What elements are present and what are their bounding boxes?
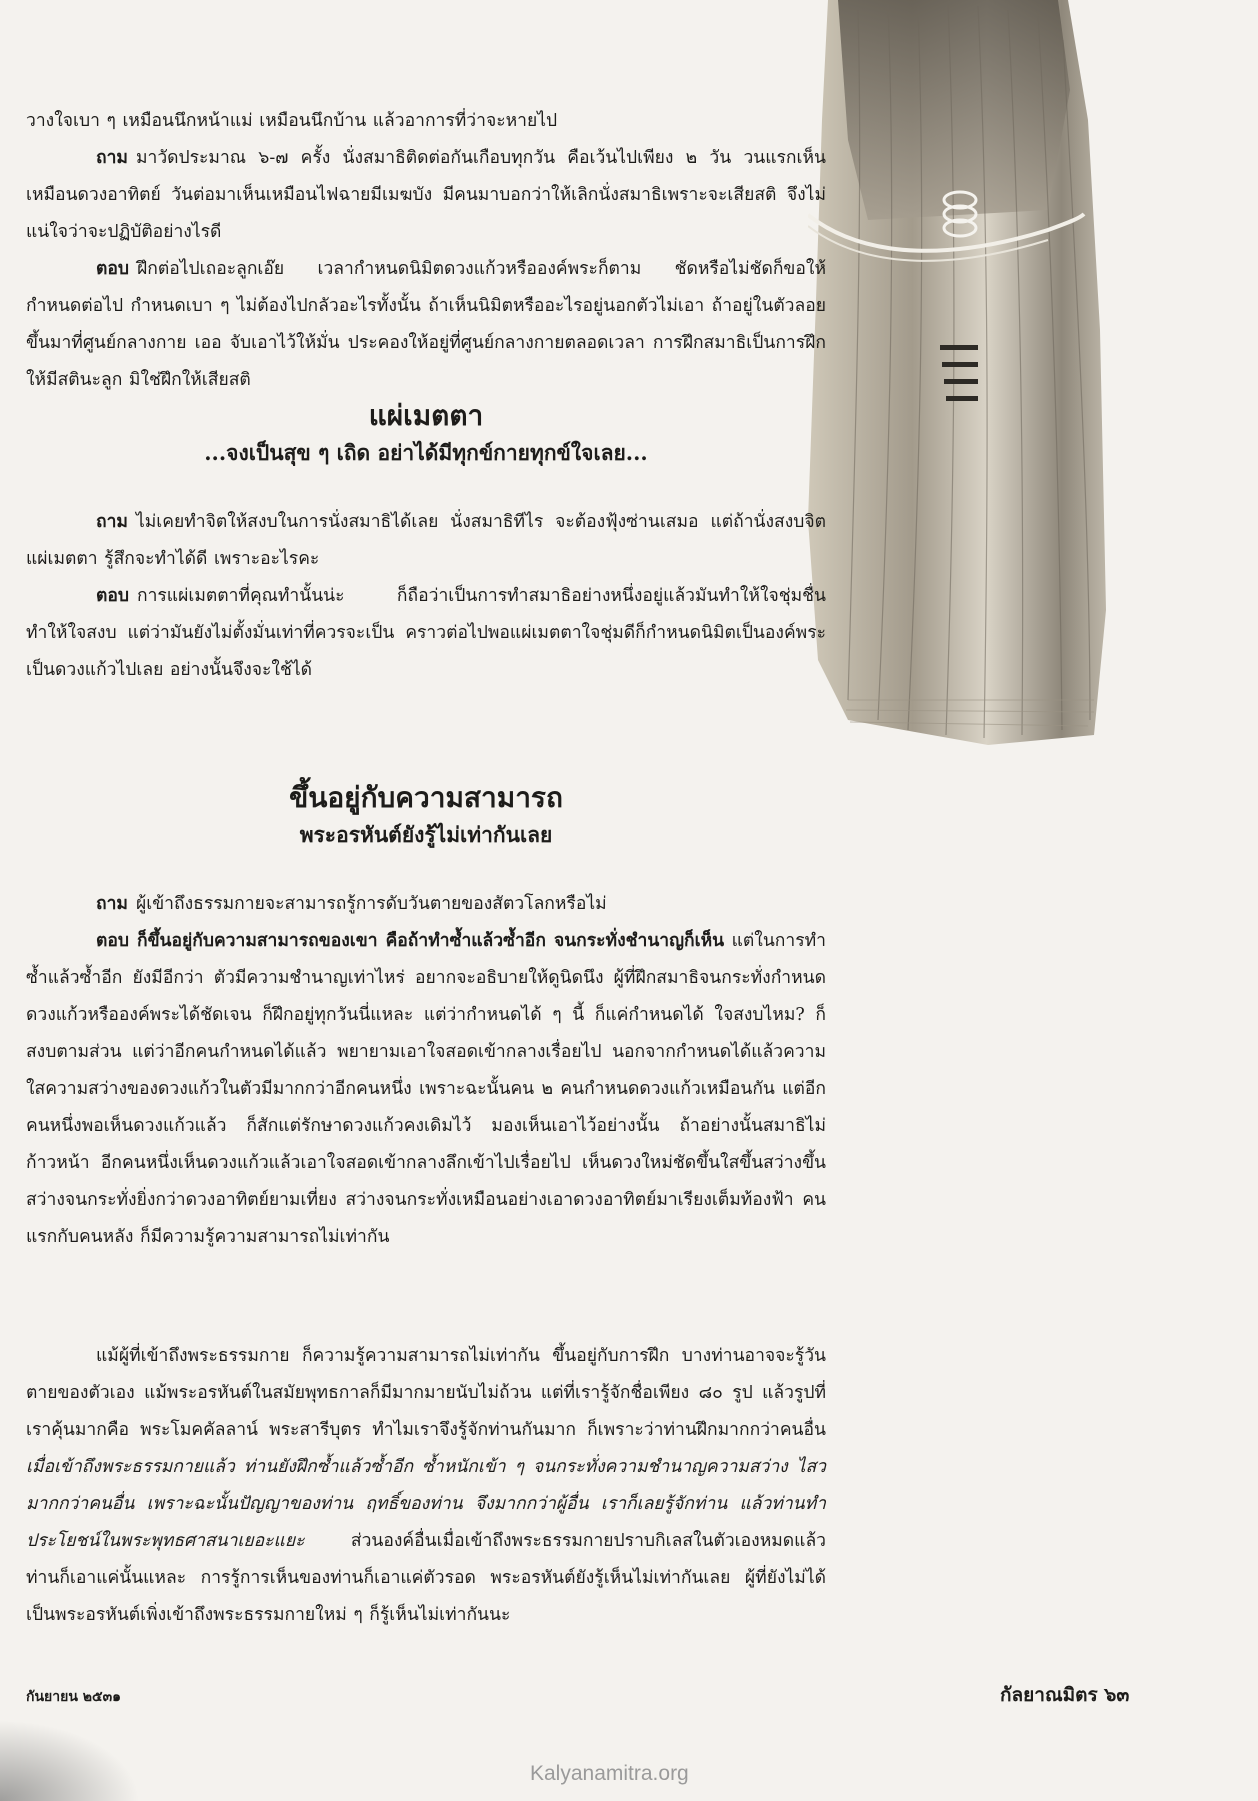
question-text: ไม่เคยทำจิตให้สงบในการนั่งสมาธิได้เลย นั่งสมาธิทีไร จะต้องฟุ้งซ่านเสมอ แต่ถ้านั่งสงบจิตแผ่เมตตา รู้สึกจะทำได้ดี เพราะอะไรคะ <box>26 512 826 569</box>
closing-text-1: แม้ผู้ที่เข้าถึงพระธรรมกาย ก็ความรู้ความสามารถไม่เท่ากัน ขึ้นอยู่กับการฝึก บางท่านอาจจะรู้วันตายของตัวเอง แม้พระอรหันต์ในสมัยพุทธกาลก็มีมากมายนับไม่ถ้วน แต่ที่เรารู้จักชื่อเพียง ๘๐ รูป แล้วรูปที่เราคุ้นมากคือ พระโมคคัลลาน์ พระสารีบุตร ทำไมเราจึงรู้จักท่านกันมาก ก็เพราะว่าท่านฝึกมากกว่าคนอื่น <box>26 1346 826 1440</box>
question-label: ถาม <box>96 894 128 914</box>
intro-paragraph: วางใจเบา ๆ เหมือนนึกหน้าแม่ เหมือนนึกบ้าน แล้วอาการที่ว่าจะหายไป <box>26 111 558 131</box>
footer-date: กันยายน ๒๕๓๑ <box>26 1689 122 1705</box>
closing-paragraph <box>26 1338 826 1634</box>
closing-text-2: ส่วนองค์อื่นเมื่อเข้าถึงพระธรรมกายปราบกิเลสในตัวเองหมดแล้ว ท่านก็เอาแค่นั้นแหละ การรู้การเห็นของท่านก็เอาแค่ตัวรอด พระอรหันต์ยังรู้เห็นไม่เท่ากันเลย ผู้ที่ยังไม่ได้เป็นพระอรหันต์เพิ่งเข้าถึงพระธรรมกายใหม่ ๆ ก็รู้เห็นไม่เท่ากันนะ <box>26 1531 826 1625</box>
section-heading-ability <box>26 778 826 852</box>
intro-block <box>26 103 826 140</box>
section-subtitle: ...จงเป็นสุข ๆ เถิด อย่าได้มีทุกข์กายทุกข์ใจเลย... <box>204 440 648 465</box>
answer-paragraph <box>26 251 826 399</box>
answer-label: ตอบ <box>96 586 129 606</box>
section-title: ขึ้นอยู่กับความสามารถ <box>289 781 563 814</box>
question-text: มาวัดประมาณ ๖-๗ ครั้ง นั่งสมาธิติดต่อกันเกือบทุกวัน คือเว้นไปเพียง ๒ วัน วนแรกเห็นเหมือนดวงอาทิตย์ วันต่อมาเห็นเหมือนไฟฉายมีเมฆบัง มีคนมาบอกว่าให้เลิกนั่งสมาธิเพราะจะเสียสติ จึงไม่แน่ใจว่าจะปฏิบัติอย่างไรดี <box>26 148 826 242</box>
section-title: แผ่เมตตา <box>368 399 484 432</box>
section-heading-metta <box>26 396 826 470</box>
question-paragraph <box>26 504 826 578</box>
palm-leaf-manuscript-photo <box>808 0 1108 760</box>
qa-block-3 <box>26 886 826 1256</box>
answer-text: การแผ่เมตตาที่คุณทำนั้นน่ะ ก็ถือว่าเป็นการทำสมาธิอย่างหนึ่งอยู่แล้วมันทำให้ใจชุ่มชื่น ทำให้ใจสงบ แต่ว่ามันยังไม่ตั้งมั่นเท่าที่ควรจะเป็น คราวต่อไปพอแผ่เมตตาใจชุ่มดีก็กำหนดนิมิตเป็นองค์พระเป็นดวงแก้วไปเลย อย่างนั้นจึงจะใช้ได้ <box>26 586 826 680</box>
section-subtitle: พระอรหันต์ยังรู้ไม่เท่ากันเลย <box>299 822 553 847</box>
answer-label: ตอบ <box>96 259 129 279</box>
answer-label: ตอบ <box>96 931 129 951</box>
question-label: ถาม <box>96 148 128 168</box>
question-text: ผู้เข้าถึงธรรมกายจะสามารถรู้การดับวันตายของสัตวโลกหรือไม่ <box>135 894 607 914</box>
answer-paragraph <box>26 923 826 1256</box>
question-paragraph <box>26 886 826 923</box>
scan-corner-shadow <box>0 1720 140 1801</box>
question-paragraph <box>26 140 826 251</box>
answer-text: ฝึกต่อไปเถอะลูกเอ๊ย เวลากำหนดนิมิตดวงแก้วหรือองค์พระก็ตาม ชัดหรือไม่ชัดก็ขอให้กำหนดต่อไป กำหนดเบา ๆ ไม่ต้องไปกลัวอะไรทั้งนั้น ถ้าเห็นนิมิตหรืออะไรอยู่นอกตัวไม่เอา ถ้าอยู่ในตัวลอยขึ้นมาที่ศูนย์กลางกาย เออ จับเอาไว้ให้มั่น ประคองให้อยู่ที่ศูนย์กลางกายตลอดเวลา การฝึกสมาธิเป็นการฝึกให้มีสตินะลูก มิใช่ฝึกให้เสียสติ <box>26 259 826 390</box>
footer-page-number: กัลยาณมิตร ๖๓ <box>1000 1684 1130 1706</box>
manuscript-illustration <box>808 0 1108 760</box>
watermark-link[interactable]: Kalyanamitra.org <box>530 1762 689 1785</box>
answer-paragraph <box>26 578 826 689</box>
closing-block <box>26 1338 826 1634</box>
closing-text-italic: เมื่อเข้าถึงพระธรรมกายแล้ว ท่านยังฝึกซ้ำแล้วซ้ำอีก ซ้ำหนักเข้า ๆ จนกระทั่งความชำนาญความสว่าง ไสวมากกว่าคนอื่น เพราะฉะนั้นปัญญาของท่าน ฤทธิ์ของท่าน จึงมากกว่าผู้อื่น เราก็เลยรู้จักท่าน แล้วท่านทำประโยชน์ในพระพุทธศาสนาเยอะแยะ <box>26 1457 826 1551</box>
answer-text-bold: ก็ขึ้นอยู่กับความสามารถของเขา คือถ้าทำซ้ำแล้วซ้ำอีก จนกระทั่งชำนาญก็เห็น <box>136 931 725 951</box>
qa-block-1 <box>26 140 826 399</box>
qa-block-2 <box>26 504 826 689</box>
question-label: ถาม <box>96 512 128 532</box>
answer-text: แต่ในการทำซ้ำแล้วซ้ำอีก ยังมีอีกว่า ตัวมีความชำนาญเท่าไหร่ อยากจะอธิบายให้ดูนิดนึง ผู้ที่ฝึกสมาธิจนกระทั่งกำหนดดวงแก้วหรือองค์พระได้ชัดเจน ก็ฝึกอยู่ทุกวันนี่แหละ แต่ว่ากำหนดได้ ๆ นี้ ก็แค่กำหนดได้ ใจสงบไหม? ก็สงบตามส่วน แต่ว่าอีกคนกำหนดได้แล้ว พยายามเอาใจสอดเข้ากลางเรื่อยไป นอกจากกำหนดได้แล้วความใสความสว่างของดวงแก้วในตัวมีมากกว่าอีกคนหนึ่ง เพราะฉะนั้นคน ๒ คนกำหนดดวงแก้วเหมือนกัน แต่อีกคนหนึ่งพอเห็นดวงแก้วแล้ว ก็สักแต่รักษาดวงแก้วคงเดิมไว้ มองเห็นเอาไว้อย่างนั้น ถ้าอย่างนั้นสมาธิไม่ก้าวหน้า อีกคนหนึ่งเห็นดวงแก้วแล้วเอาใจสอดเข้ากลางลึกเข้าไปเรื่อยไป เห็นดวงใหม่ชัดขึ้นใสขึ้นสว่างขึ้น สว่างจนกระทั่งยิ่งกว่าดวงอาทิตย์ยามเที่ยง สว่างจนกระทั่งเหมือนอย่างเอาดวงอาทิตย์มาเรียงเต็มท้องฟ้า คนแรกกับคนหลัง ก็มีความรู้ความสามารถไม่เท่ากัน <box>26 931 826 1247</box>
